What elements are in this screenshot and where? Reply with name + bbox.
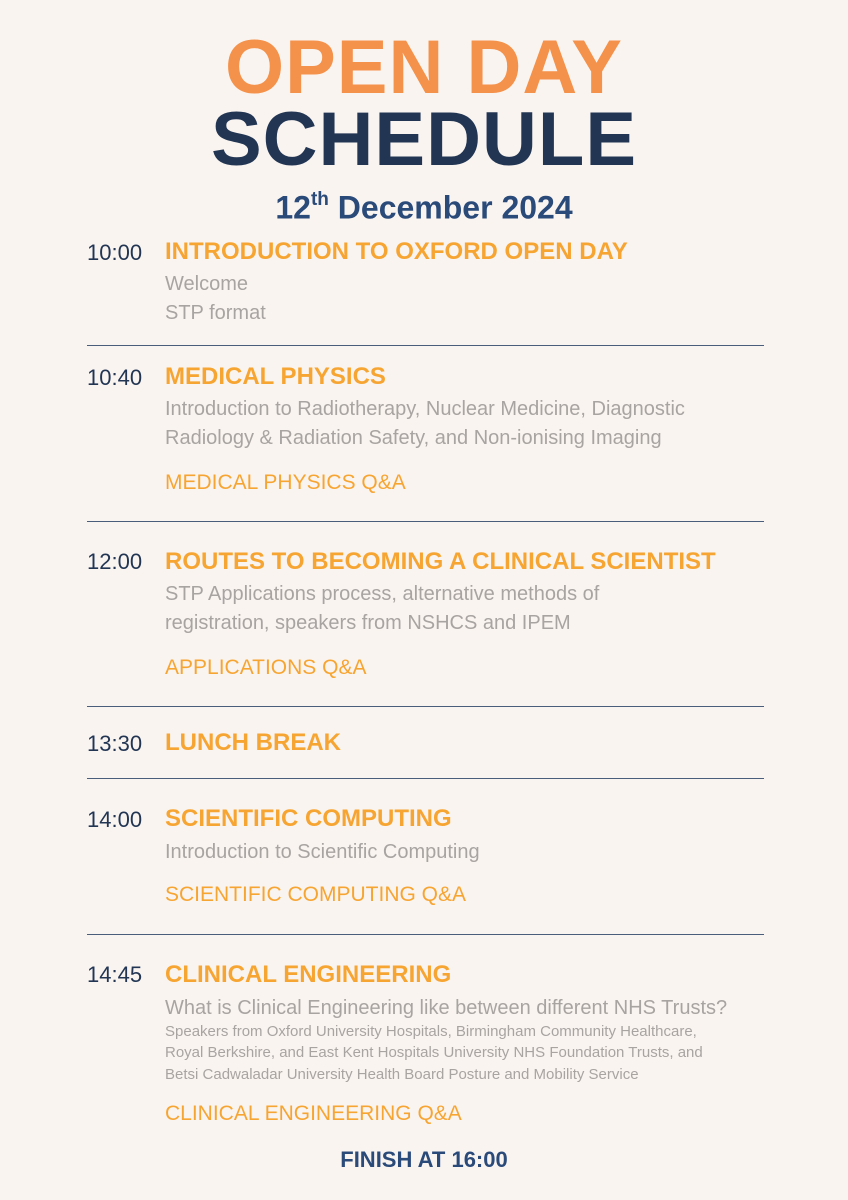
session-title: MEDICAL PHYSICS [165, 363, 386, 390]
session-qa: SCIENTIFIC COMPUTING Q&A [165, 883, 467, 906]
divider [87, 778, 764, 779]
session-title: CLINICAL ENGINEERING [165, 961, 452, 988]
session-description-line: registration, speakers from NSHCS and IPEM [165, 612, 571, 634]
date-day: 12 [275, 189, 311, 226]
title-schedule: SCHEDULE [210, 97, 638, 182]
session-description-line: STP format [165, 302, 266, 324]
title-open-day: OPEN DAY [225, 25, 623, 110]
session-qa: MEDICAL PHYSICS Q&A [165, 471, 406, 494]
event-date [0, 182, 848, 228]
divider [87, 934, 764, 935]
session-time: 10:00 [87, 240, 143, 265]
date-month-year: December 2024 [328, 189, 573, 226]
session-detail-line: Betsi Cadwaladar University Health Board Posture and Mobility Service [165, 1066, 639, 1083]
finish-time: FINISH AT 16:00 [340, 1147, 508, 1172]
session-time: 14:45 [87, 962, 143, 987]
date-suffix: th [310, 189, 329, 210]
divider [87, 706, 764, 707]
session-time: 13:30 [87, 731, 143, 756]
divider [87, 345, 764, 346]
session-description-line: Welcome [165, 273, 248, 295]
session-description-line: STP Applications process, alternative methods of [165, 583, 600, 605]
session-detail-line: Speakers from Oxford University Hospitals, Birmingham Community Healthcare, [165, 1023, 697, 1040]
session-title: ROUTES TO BECOMING A CLINICAL SCIENTIST [165, 548, 716, 575]
session-title: SCIENTIFIC COMPUTING [165, 805, 452, 832]
session-description-line: Introduction to Scientific Computing [165, 841, 480, 863]
session-title: INTRODUCTION TO OXFORD OPEN DAY [165, 238, 628, 265]
session-title: LUNCH BREAK [165, 729, 341, 756]
session-time: 14:00 [87, 807, 143, 832]
session-description-line: What is Clinical Engineering like between different NHS Trusts? [165, 997, 728, 1019]
session-time: 10:40 [87, 365, 143, 390]
session-qa: APPLICATIONS Q&A [165, 656, 367, 679]
session-detail-line: Royal Berkshire, and East Kent Hospitals University NHS Foundation Trusts, and [165, 1044, 703, 1061]
session-time: 12:00 [87, 549, 143, 574]
session-description-line: Radiology & Radiation Safety, and Non-ionising Imaging [165, 427, 662, 449]
session-qa: CLINICAL ENGINEERING Q&A [165, 1102, 462, 1125]
divider [87, 521, 764, 522]
session-description-line: Introduction to Radiotherapy, Nuclear Medicine, Diagnostic [165, 398, 685, 420]
